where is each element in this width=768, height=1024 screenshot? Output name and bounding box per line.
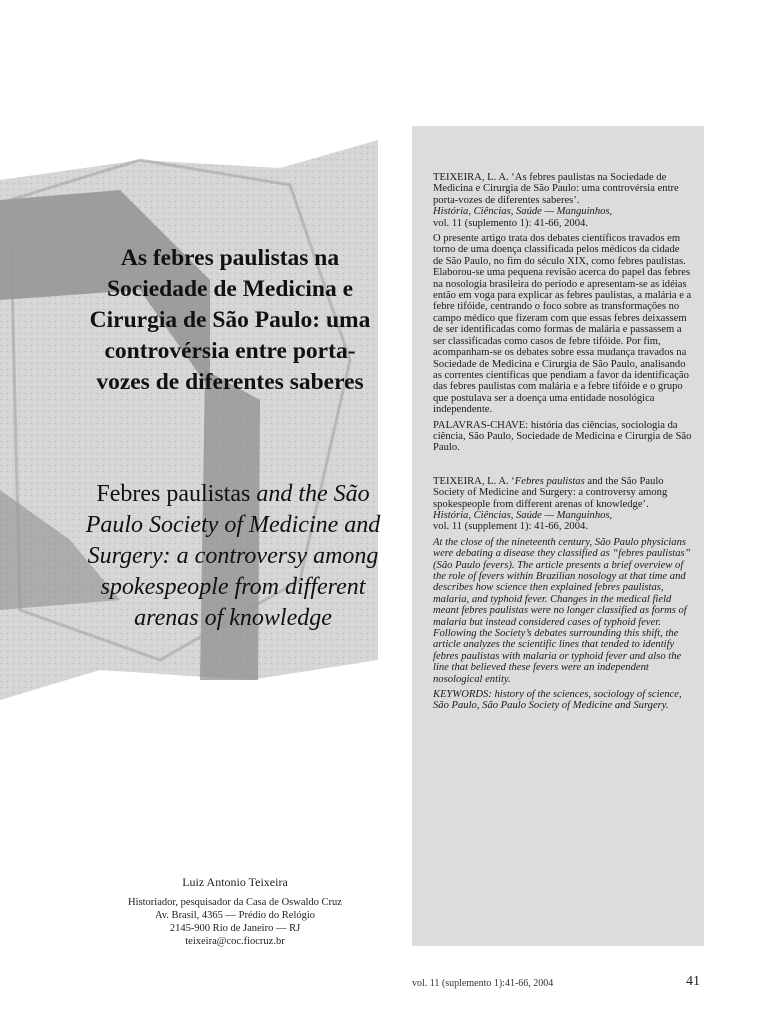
volume-info: vol. 11 (suplemento 1): 41-66, 2004. (433, 217, 588, 229)
abstract-en-citation (433, 476, 692, 533)
citation-italic: Febres paulistas (514, 475, 585, 487)
author-affiliation: Historiador, pesquisador da Casa de Oswaldo Cruz (128, 897, 342, 908)
journal-name: História, Ciências, Saúde — Manguinhos, (433, 206, 613, 218)
journal-name: História, Ciências, Saúde — Manguinhos, (433, 509, 613, 521)
author-address-1: Av. Brasil, 4365 — Prédio do Relógio (154, 910, 316, 921)
article-title-english (78, 479, 388, 634)
citation-text: TEIXEIRA, L. A. ‘As febres paulistas na Sociedade de Medicina e Cirurgia de São Paulo: uma controvérsia entre porta-vozes de diferentes saberes’. (433, 172, 679, 206)
page-number: 41 (686, 974, 700, 989)
title-en-plain: Febres paulistas (96, 481, 251, 507)
volume-info: vol. 11 (supplement 1): 41-66, 2004. (433, 521, 588, 533)
citation-rest: and the São Paulo Society of Medicine and Surgery: a controversy among spokespeople from different arenas of knowledge’. (433, 475, 668, 510)
author-address-2: 2145-900 Rio de Janeiro — RJ (169, 923, 301, 934)
abstract-en-body: At the close of the nineteenth century, São Paulo physicians were debating a disease they classified as “febres paulistas” (São Paulo fevers). The article presents a brief overview of the role of fevers within Brazilian nosology at that time and describes how science then explained febres paulistas, malaria, and typhoid fever. Changes in the medical field meant febres paulistas were no longer classified as forms of malaria but instead considered cases of typhoid fever. Following the Society’s debates surrounding this shift, the article analyzes the scientific lines that tended to identify febres paulistas with malaria or typhoid fever and also the line that believed these fevers were an independent nosological entity. (433, 536, 691, 685)
abstract-box (412, 126, 704, 946)
abstract-pt-body: O presente artigo trata dos debates científicos travados em torno de uma doença classificada pelos médicos da cidade de São Paulo, no fim do século XIX, como febres paulistas. Elaborou-se uma pequena revisão acerca do papel das febres na nosologia brasileira do período e apresentam-se as idéias então em voga para explicar as febres paulistas, a malária e a febre tifóide, centrando o foco sobre as transformações no campo médico que fizeram com que essas febres deixassem de ser identificadas como formas de malária e passassem a ser classificadas como casos de febre tifóide. Por fim, acompanham-se os debates sobre essa mudança travados na Sociedade de Medicina e Cirurgia de São Paulo, analisando as correntes científicas que pendiam a favor da identificação das febres paulistas com malária e a febre tifóide e o grupo que postulava ser a doença uma entidade nosológica independente. (433, 233, 692, 416)
article-title-portuguese: As febres paulistas na Sociedade de Medicina e Cirurgia de São Paulo: uma controvérsia entre porta-vozes de diferentes saberes (89, 245, 371, 395)
abstract-pt-keywords: PALAVRAS-CHAVE: história das ciências, sociologia da ciência, São Paulo, Sociedade de Medicina e Cirurgia de São Paulo. (433, 419, 692, 454)
citation-prefix: TEIXEIRA, L. A. ‘ (433, 475, 515, 487)
footer-reference: vol. 11 (suplemento 1):41-66, 2004 (412, 978, 554, 989)
author-name: Luiz Antonio Teixeira (182, 875, 288, 889)
author-block (80, 875, 390, 948)
title-en-italic: and the São Paulo Society of Medicine and Surgery: a controversy among spokespeople from different arenas of knowledge (85, 481, 381, 631)
author-email[interactable]: teixeira@coc.fiocruz.br (185, 936, 285, 947)
abstract-en-keywords: KEYWORDS: history of the sciences, sociology of science, São Paulo, São Paulo Society of Medicine and Surgery. (433, 689, 682, 712)
abstract-pt-citation (433, 172, 692, 229)
